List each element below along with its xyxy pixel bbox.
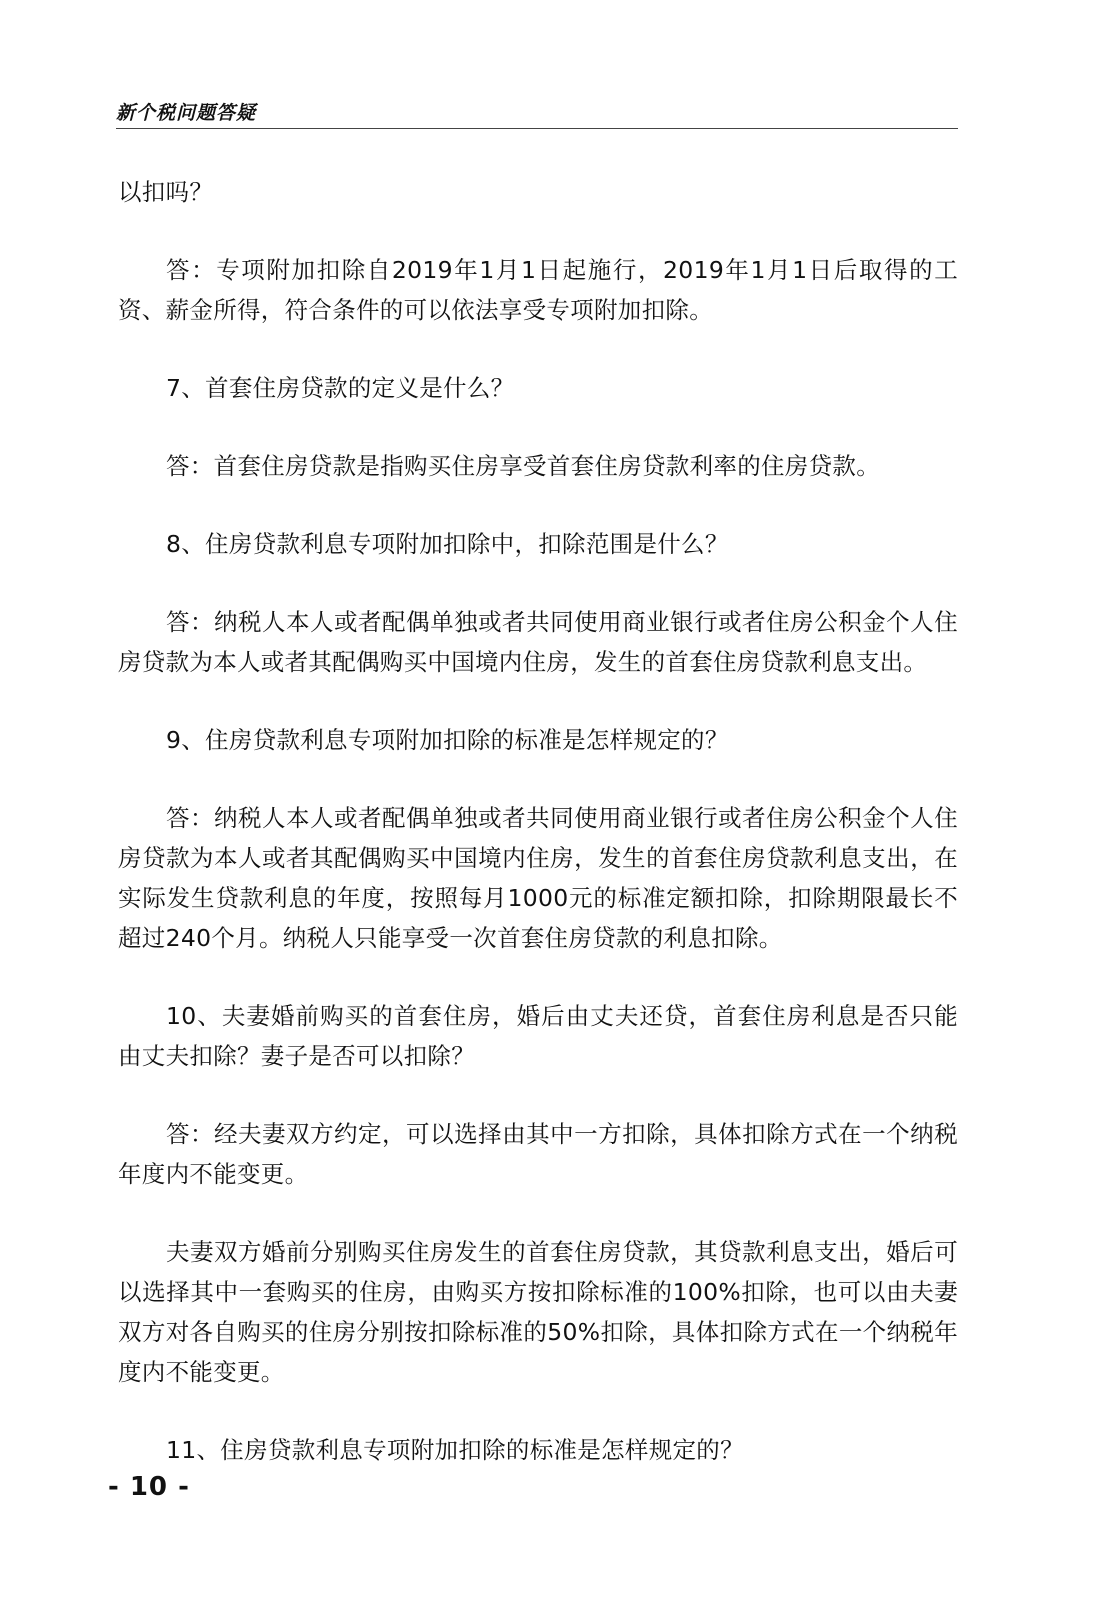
answer-paragraph: 答：纳税人本人或者配偶单独或者共同使用商业银行或者住房公积金个人住房贷款为本人或者其配偶购买中国境内住房，发生的首套住房贷款利息支出，在实际发生贷款利息的年度，按照每月1000元的标准定额扣除，扣除期限最长不超过240个月。纳税人只能享受一次首套住房贷款的利息扣除。 <box>118 804 958 952</box>
body-paragraph: 夫妻双方婚前分别购买住房发生的首套住房贷款，其贷款利息支出，婚后可以选择其中一套购买的住房，由购买方按扣除标准的100%扣除，也可以由夫妻双方对各自购买的住房分别按扣除标准的50%扣除，具体扣除方式在一个纳税年度内不能变更。 <box>118 1238 958 1386</box>
question-paragraph: 11、住房贷款利息专项附加扣除的标准是怎样规定的？ <box>166 1436 744 1464</box>
paragraph-continuation: 以扣吗？ <box>118 178 214 206</box>
page-number: - 10 - <box>108 1472 190 1502</box>
page-body <box>118 172 958 1508</box>
answer-paragraph: 答：首套住房贷款是指购买住房享受首套住房贷款利率的住房贷款。 <box>166 452 880 480</box>
running-header <box>116 100 958 129</box>
answer-paragraph: 答：专项附加扣除自2019年1月1日起施行，2019年1月1日后取得的工资、薪金所得，符合条件的可以依法享受专项附加扣除。 <box>118 256 958 324</box>
question-paragraph: 8、住房贷款利息专项附加扣除中，扣除范围是什么？ <box>166 530 729 558</box>
header-title: 新个税问题答疑 <box>116 102 257 124</box>
question-paragraph: 7、首套住房贷款的定义是什么？ <box>166 374 515 402</box>
question-paragraph: 10、夫妻婚前购买的首套住房，婚后由丈夫还贷，首套住房利息是否只能由丈夫扣除？妻子是否可以扣除？ <box>118 1002 958 1070</box>
answer-paragraph: 答：纳税人本人或者配偶单独或者共同使用商业银行或者住房公积金个人住房贷款为本人或者其配偶购买中国境内住房，发生的首套住房贷款利息支出。 <box>118 608 958 676</box>
answer-paragraph: 答：经夫妻双方约定，可以选择由其中一方扣除，具体扣除方式在一个纳税年度内不能变更。 <box>118 1120 958 1188</box>
question-paragraph: 9、住房贷款利息专项附加扣除的标准是怎样规定的？ <box>166 726 729 754</box>
